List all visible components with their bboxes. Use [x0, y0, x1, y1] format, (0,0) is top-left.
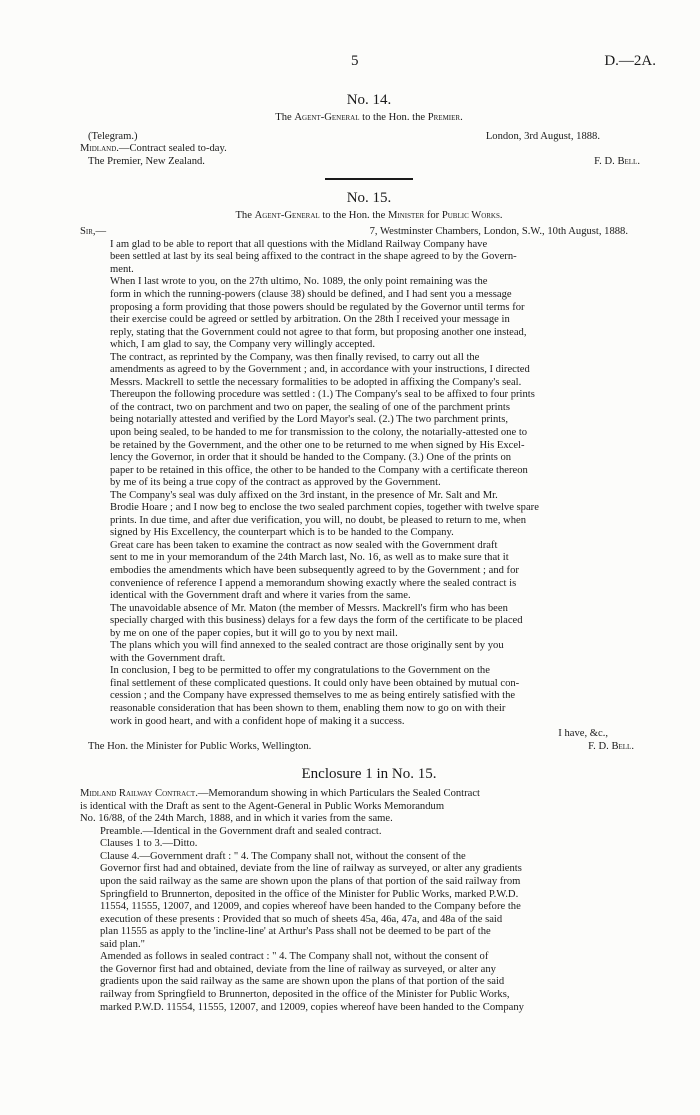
no15-paragraph-6: The unavoidable absence of Mr. Maton (the member of Messrs. Mackrell's firm who has been specially charged with this business) delays for a few days the form of the certificate to be placed by me on one of the paper copies, but it will go to you by next mail.: [110, 602, 523, 639]
page-number: 5: [351, 53, 359, 69]
no15-addressee: The Hon. the Minister for Public Works, Wellington.: [88, 740, 312, 752]
no14-signature: F. D. Bell.: [594, 155, 640, 167]
no15-paragraph-3: The contract, as reprinted by the Company, was then finally revised, to carry out all the amendments as agreed to by the Government ; and, in accordance with your instructions, I directed Messrs. Mackrell to settle the necessary formalities to be adopted in affixing the Company's seal. Thereupon the following procedure was settled : (1.) The Company's seal to be affixed to four prints of the contract, two on parchment and two on paper, the sealing of one of the parchment prints being notarially attested and verified by the Lord Mayor's seal. (2.) The two parchment prints, upon being sealed, to be handed to me for transmission to the colony, the notarially-attested one to be retained by the Government, and the other one to be returned to me when signed by His Excel- lency the Governor, in order that it should be handed to the Company. (3.) One of the prints on paper to be retained in this office, the other to be handed to the Company with a certificate thereon by me of its being a true copy of the contract as approved by the Government.: [110, 351, 535, 489]
salutation: Sir,—: [80, 226, 107, 238]
no14-telegram-line: [80, 131, 658, 144]
no14-signoff: [80, 156, 658, 169]
enclosure-clause-4: Clause 4.—Government draft : " 4. The Company shall not, without the consent of the Governor first had and obtained, deviate from the line of railway as surveyed, or alter any gradients upon the said railway as the same are shown upon the plans of that portion of the said railway from Springfield to Brunnerton, deposited in the office of the Minister for Public Works, marked P.W.D. 11554, 11555, 12007, and 12009, and copies whereof have been handed to the Company before the execution of these presents : Provided that so much of sheets 45a, 46a, 47a, and 48a of the said plan 11555 as apply to the 'incline-line' at Arthur's Pass shall not be deemed to be part of the said plan.": [100, 850, 522, 950]
no14-place-date: London, 3rd August, 1888.: [485, 130, 600, 142]
no15-paragraph-1: I am glad to be able to report that all questions with the Midland Railway Company have been settled at last by its seal being affixed to the contract in the shape agreed to by the Govern- ment.: [110, 238, 517, 275]
no15-signoff: [80, 741, 658, 754]
enclosure-preamble: Preamble.—Identical in the Government draft and sealed contract.: [100, 825, 382, 837]
no15-subheading: The Agent-General to the Hon. the Minister for Public Works.: [235, 209, 503, 221]
no15-paragraph-8: In conclusion, I beg to be permitted to offer my congratulations to the Government on the final settlement of these complicated questions. It could only have been obtained by mutual con- cession ; and the Company have expressed themselves to me as being entirely satisfied with the reasonable consideration that has been shown to them, enabling them now to go on with their work in good heart, and with a confident hope of making it a success.: [110, 665, 520, 727]
telegram-label: (Telegram.): [88, 130, 138, 142]
no15-paragraph-2: When I last wrote to you, on the 27th ultimo, No. 1089, the only point remaining was the form in which the running-powers (clause 38) should be defined, and I had sent you a message proposing a form providing that those powers should be regulated by the Governor until terms for their exercise could be agreed or settled by arbitration. On the 28th I received your message in reply, stating that the Government could not agree to that form, but proposing another one instead, which, I am glad to say, the Company very willingly accepted.: [110, 276, 527, 351]
document-reference: D.—2A.: [604, 53, 656, 69]
no14-body: Midland.—Contract sealed to-day.: [80, 143, 227, 155]
no15-paragraph-4: The Company's seal was duly affixed on the 3rd instant, in the presence of Mr. Salt and Mr. Brodie Hoare ; and I now beg to enclose the two sealed parchment copies, together with twelve spare prints. In due time, and after due verification, you will, no doubt, be pleased to return to me, when signed by His Excellency, the counterpart which is to be handed to the Company.: [110, 489, 539, 539]
section-divider: [325, 178, 413, 180]
no14-heading: No. 14.: [346, 92, 392, 108]
no15-address: 7, Westminster Chambers, London, S.W., 10th August, 1888.: [369, 226, 628, 238]
enclosure-intro: Midland Railway Contract.—Memorandum showing in which Particulars the Sealed Contract is identical with the Draft as sent to the Agent-General in Public Works Memorandum No. 16/88, of the 24th March, 1888, and in which it varies from the same.: [80, 788, 480, 825]
enclosure-amended-clause-4: Amended as follows in sealed contract : " 4. The Company shall not, without the consent of the Governor first had and obtained, deviate from the line of railway as surveyed, or alter any gradients upon the said railway as the same are shown upon the plans of that portion of the said railway from Springfield to Brunnerton, deposited in the office of the Minister for Public Works, marked P.W.D. 11554, 11555, 12007, and 12009, copies whereof have been handed to the Company: [100, 951, 524, 1013]
no15-salutation-line: [80, 226, 658, 239]
no15-heading: No. 15.: [346, 189, 392, 206]
no15-paragraph-7: The plans which you will find annexed to the sealed contract are those originally sent by you with the Government draft.: [110, 640, 504, 664]
enclosure-clauses-1-3: Clauses 1 to 3.—Ditto.: [100, 838, 198, 850]
no14-addressee: The Premier, New Zealand.: [88, 155, 205, 167]
enclosure-heading: Enclosure 1 in No. 15.: [301, 766, 437, 783]
no15-signature: F. D. Bell.: [588, 740, 634, 752]
no14-subheading: The Agent-General to the Hon. the Premier.: [275, 112, 463, 123]
no15-paragraph-5: Great care has been taken to examine the contract as now sealed with the Government draft sent to me in your memorandum of the 24th March last, No. 16, as well as to make sure that it embodies the amendments which have been subsequently agreed to by the Government ; and for convenience of reference I append a memorandum showing exactly where the sealed contract is identical with the Government draft and where it varies from the same.: [110, 539, 519, 602]
no15-closing: I have, &c.,: [558, 728, 608, 740]
